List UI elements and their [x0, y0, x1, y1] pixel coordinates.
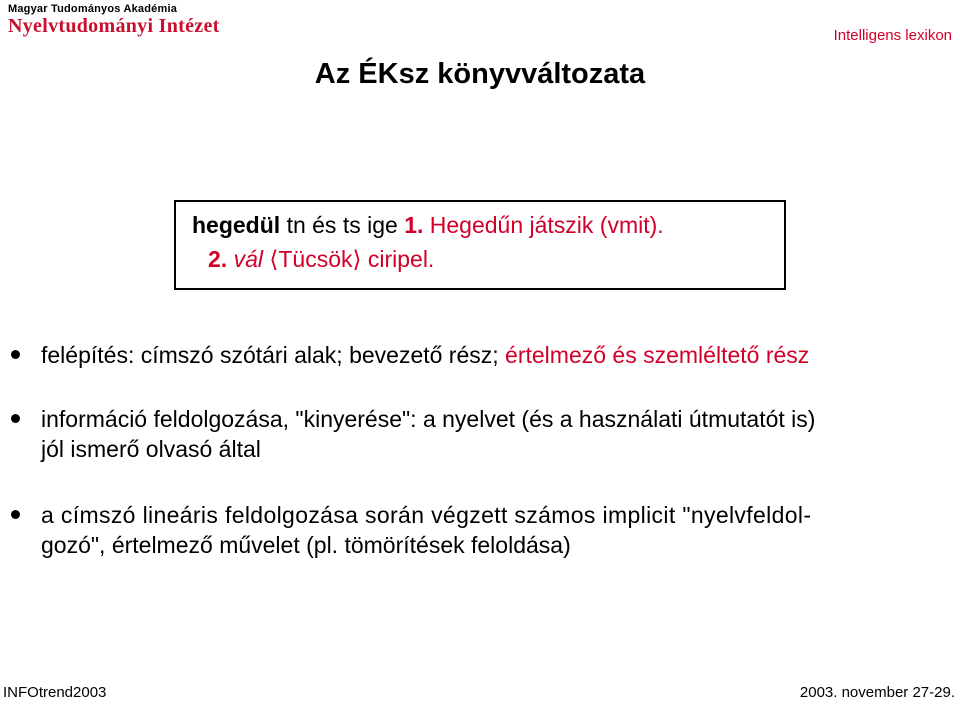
entry-sense2-bracket: ⟨Tücsök⟩: [269, 246, 362, 272]
bullet-2-line-1: információ feldolgozása, "kinyerése": a nyelvet (és a használati útmutatót is): [41, 406, 816, 432]
bullet-dot-icon: [11, 510, 20, 519]
logo-academy-text: Magyar Tudományos Akadémia: [8, 3, 178, 15]
entry-sense2-number: 2.: [208, 246, 228, 272]
slide-title: Az ÉKsz könyvváltozata: [314, 58, 646, 90]
bullet-3-line-2: gozó", értelmező művelet (pl. tömörítések feloldása): [41, 532, 571, 558]
bullet-dot-icon: [11, 414, 20, 423]
footer-event: INFOtrend2003: [3, 684, 107, 701]
bullet-1-highlight: értelmező és szemléltető rész: [505, 342, 810, 368]
footer-date: 2003. november 27-29.: [799, 684, 955, 701]
bullet-item-structure: [41, 340, 956, 370]
entry-line-2: [192, 242, 784, 276]
entry-sense2-label: vál: [233, 246, 263, 272]
institute-logo: [4, 0, 264, 44]
logo-institute-text: Nyelvtudományi Intézet: [8, 15, 220, 37]
bullet-3-line-1: a címszó lineáris feldolgozása során végzett számos implicit "nyelvfeldol-: [41, 502, 812, 528]
bullet-dot-icon: [11, 350, 20, 359]
entry-sense1-number: 1.: [404, 212, 424, 238]
header-topic: Intelligens lexikon: [833, 27, 952, 44]
entry-line-1: [192, 208, 784, 242]
bullet-2-line-2: jól ismerő olvasó által: [41, 436, 261, 462]
bullet-item-information: [41, 404, 956, 464]
bullet-1-text: felépítés: címszó szótári alak; bevezető rész;: [41, 342, 506, 368]
dictionary-entry-box: [174, 200, 786, 290]
entry-sense2-text: ciripel.: [367, 246, 435, 272]
entry-sense1-text: Hegedűn játszik (vmit).: [429, 212, 664, 238]
entry-grammar: tn és ts ige: [286, 212, 398, 238]
entry-headword: hegedül: [192, 212, 281, 238]
bullet-item-processing: [41, 500, 956, 560]
